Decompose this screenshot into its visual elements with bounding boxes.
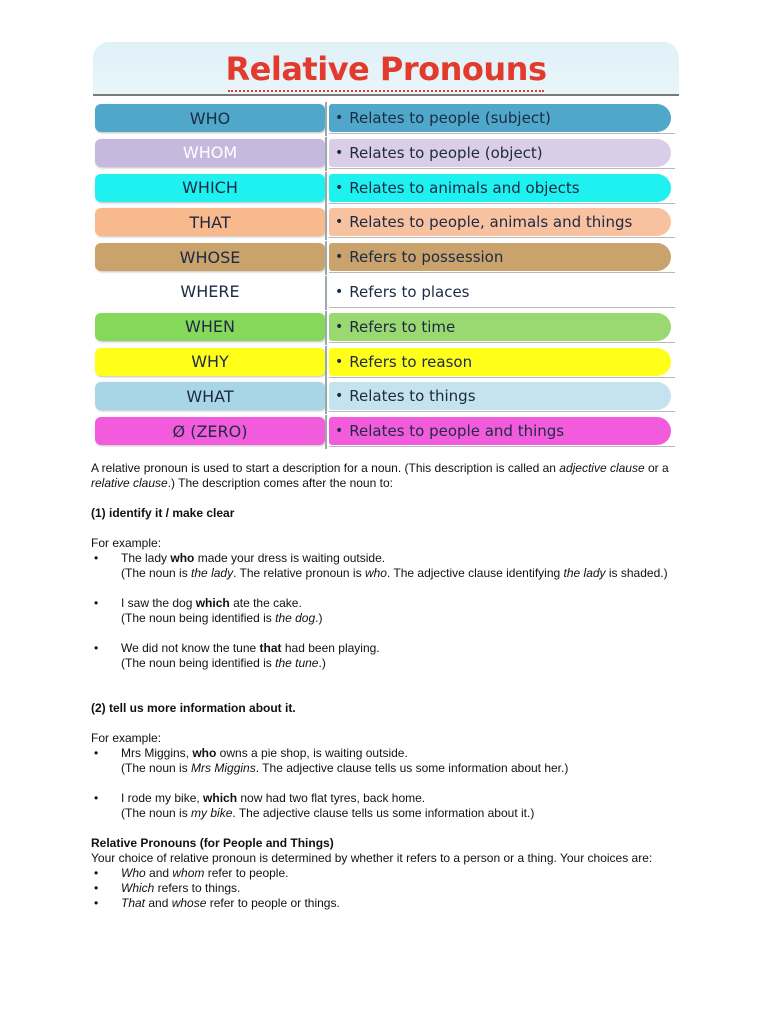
row-line bbox=[329, 237, 675, 238]
list-item: • Who and whom refer to people. bbox=[94, 866, 289, 880]
choices-list bbox=[91, 866, 681, 911]
pronoun-description bbox=[329, 139, 671, 167]
explanation-text bbox=[91, 461, 681, 911]
description-text: Refers to reason bbox=[349, 352, 473, 371]
row-line bbox=[329, 377, 675, 378]
intro-paragraph: A relative pronoun is used to start a description for a noun. (This description is called an adjective clause or a relative clause.) The description comes after the noun to: bbox=[91, 461, 669, 490]
pronoun-label: WHY bbox=[95, 348, 325, 376]
pronoun-label: WHOSE bbox=[95, 243, 325, 271]
row-line bbox=[329, 307, 675, 308]
list-item: • Mrs Miggins, who owns a pie shop, is waiting outside. (The noun is Mrs Miggins. The adjective clause tells us some information about her.) bbox=[94, 746, 569, 775]
column-divider bbox=[325, 346, 327, 380]
bullet-icon: • bbox=[335, 110, 344, 126]
row-line bbox=[329, 168, 675, 169]
bullet-icon: • bbox=[335, 144, 344, 161]
column-divider bbox=[325, 172, 327, 206]
pronoun-label: WHICH bbox=[95, 174, 325, 202]
column-divider bbox=[325, 311, 327, 345]
pronoun-label: WHOM bbox=[95, 139, 325, 167]
pronoun-description bbox=[329, 313, 671, 341]
more-info-examples bbox=[91, 746, 681, 821]
pronoun-description bbox=[329, 243, 671, 271]
column-divider bbox=[325, 102, 327, 136]
chart-title: Relative Pronouns bbox=[225, 50, 547, 88]
bullet-icon: • bbox=[335, 179, 344, 196]
row-line bbox=[329, 272, 675, 273]
row-line bbox=[329, 342, 675, 343]
pronoun-row bbox=[93, 276, 679, 311]
bullet-icon: • bbox=[335, 353, 344, 370]
pronoun-label: THAT bbox=[95, 208, 325, 236]
pronoun-label: WHAT bbox=[95, 382, 325, 410]
pronoun-row bbox=[93, 415, 679, 450]
description-text: Relates to people and things bbox=[349, 422, 565, 441]
pronoun-label: WHO bbox=[95, 104, 325, 132]
list-item: • That and whose refer to people or things. bbox=[94, 896, 340, 910]
description-text: Relates to people (object) bbox=[349, 143, 543, 162]
row-line bbox=[329, 203, 675, 204]
pronoun-description bbox=[329, 104, 671, 132]
bullet-icon: • bbox=[335, 283, 344, 300]
description-text: Refers to possession bbox=[349, 248, 504, 267]
bullet-icon: • bbox=[335, 388, 344, 405]
pronoun-description bbox=[329, 174, 671, 202]
list-item: • I saw the dog which ate the cake. (The noun being identified is the dog.) bbox=[94, 596, 323, 625]
column-divider bbox=[325, 241, 327, 275]
pronoun-description bbox=[329, 208, 671, 236]
row-line bbox=[329, 133, 675, 134]
description-text: Relates to animals and objects bbox=[349, 178, 580, 197]
list-item: • The lady who made your dress is waiting outside. (The noun is the lady. The relative pronoun is who. The adjective clause identifying the lady is shaded.) bbox=[94, 551, 668, 580]
pronoun-description bbox=[329, 348, 671, 376]
for-example-label: For example: bbox=[91, 731, 162, 745]
list-item: • Which refers to things. bbox=[94, 881, 241, 895]
description-text: Relates to things bbox=[349, 387, 476, 406]
heading-identify: (1) identify it / make clear bbox=[91, 506, 235, 520]
pronoun-row bbox=[93, 346, 679, 381]
pronoun-description bbox=[329, 417, 671, 445]
list-item: • I rode my bike, which now had two flat tyres, back home. (The noun is my bike. The adjective clause tells us some information about it.) bbox=[94, 791, 535, 820]
column-divider bbox=[325, 206, 327, 240]
identify-examples bbox=[91, 551, 681, 671]
description-text: Refers to places bbox=[349, 282, 470, 301]
pronoun-label: Ø (ZERO) bbox=[95, 417, 325, 445]
pronoun-row bbox=[93, 311, 679, 346]
column-divider bbox=[325, 415, 327, 449]
pronoun-description bbox=[329, 278, 671, 306]
pronoun-row bbox=[93, 102, 679, 137]
list-item: • We did not know the tune that had been playing. (The noun being identified is the tune.) bbox=[94, 641, 380, 670]
pronoun-row bbox=[93, 380, 679, 415]
bullet-icon: • bbox=[335, 214, 344, 231]
title-underline bbox=[228, 90, 544, 92]
choice-paragraph: Your choice of relative pronoun is determined by whether it refers to a person or a thing. Your choices are: bbox=[91, 851, 653, 865]
heading-more-info: (2) tell us more information about it. bbox=[91, 701, 296, 715]
row-line bbox=[329, 411, 675, 412]
title-divider bbox=[93, 94, 679, 96]
column-divider bbox=[325, 380, 327, 414]
column-divider bbox=[325, 276, 327, 310]
column-divider bbox=[325, 137, 327, 171]
bullet-icon: • bbox=[335, 249, 344, 266]
pronoun-label: WHEN bbox=[95, 313, 325, 341]
pronoun-row bbox=[93, 206, 679, 241]
row-line bbox=[329, 446, 675, 447]
description-text: Refers to time bbox=[349, 317, 456, 336]
bullet-icon: • bbox=[335, 318, 344, 335]
pronoun-description bbox=[329, 382, 671, 410]
heading-people-things: Relative Pronouns (for People and Things) bbox=[91, 836, 334, 850]
description-text: Relates to people, animals and things bbox=[349, 213, 633, 232]
for-example-label: For example: bbox=[91, 536, 162, 550]
pronoun-row bbox=[93, 241, 679, 276]
relative-pronouns-chart bbox=[93, 42, 679, 452]
pronoun-rows bbox=[93, 102, 679, 450]
pronoun-row bbox=[93, 137, 679, 172]
bullet-icon: • bbox=[335, 423, 344, 440]
pronoun-row bbox=[93, 172, 679, 207]
description-text: Relates to people (subject) bbox=[349, 109, 551, 127]
pronoun-label: WHERE bbox=[95, 278, 325, 306]
